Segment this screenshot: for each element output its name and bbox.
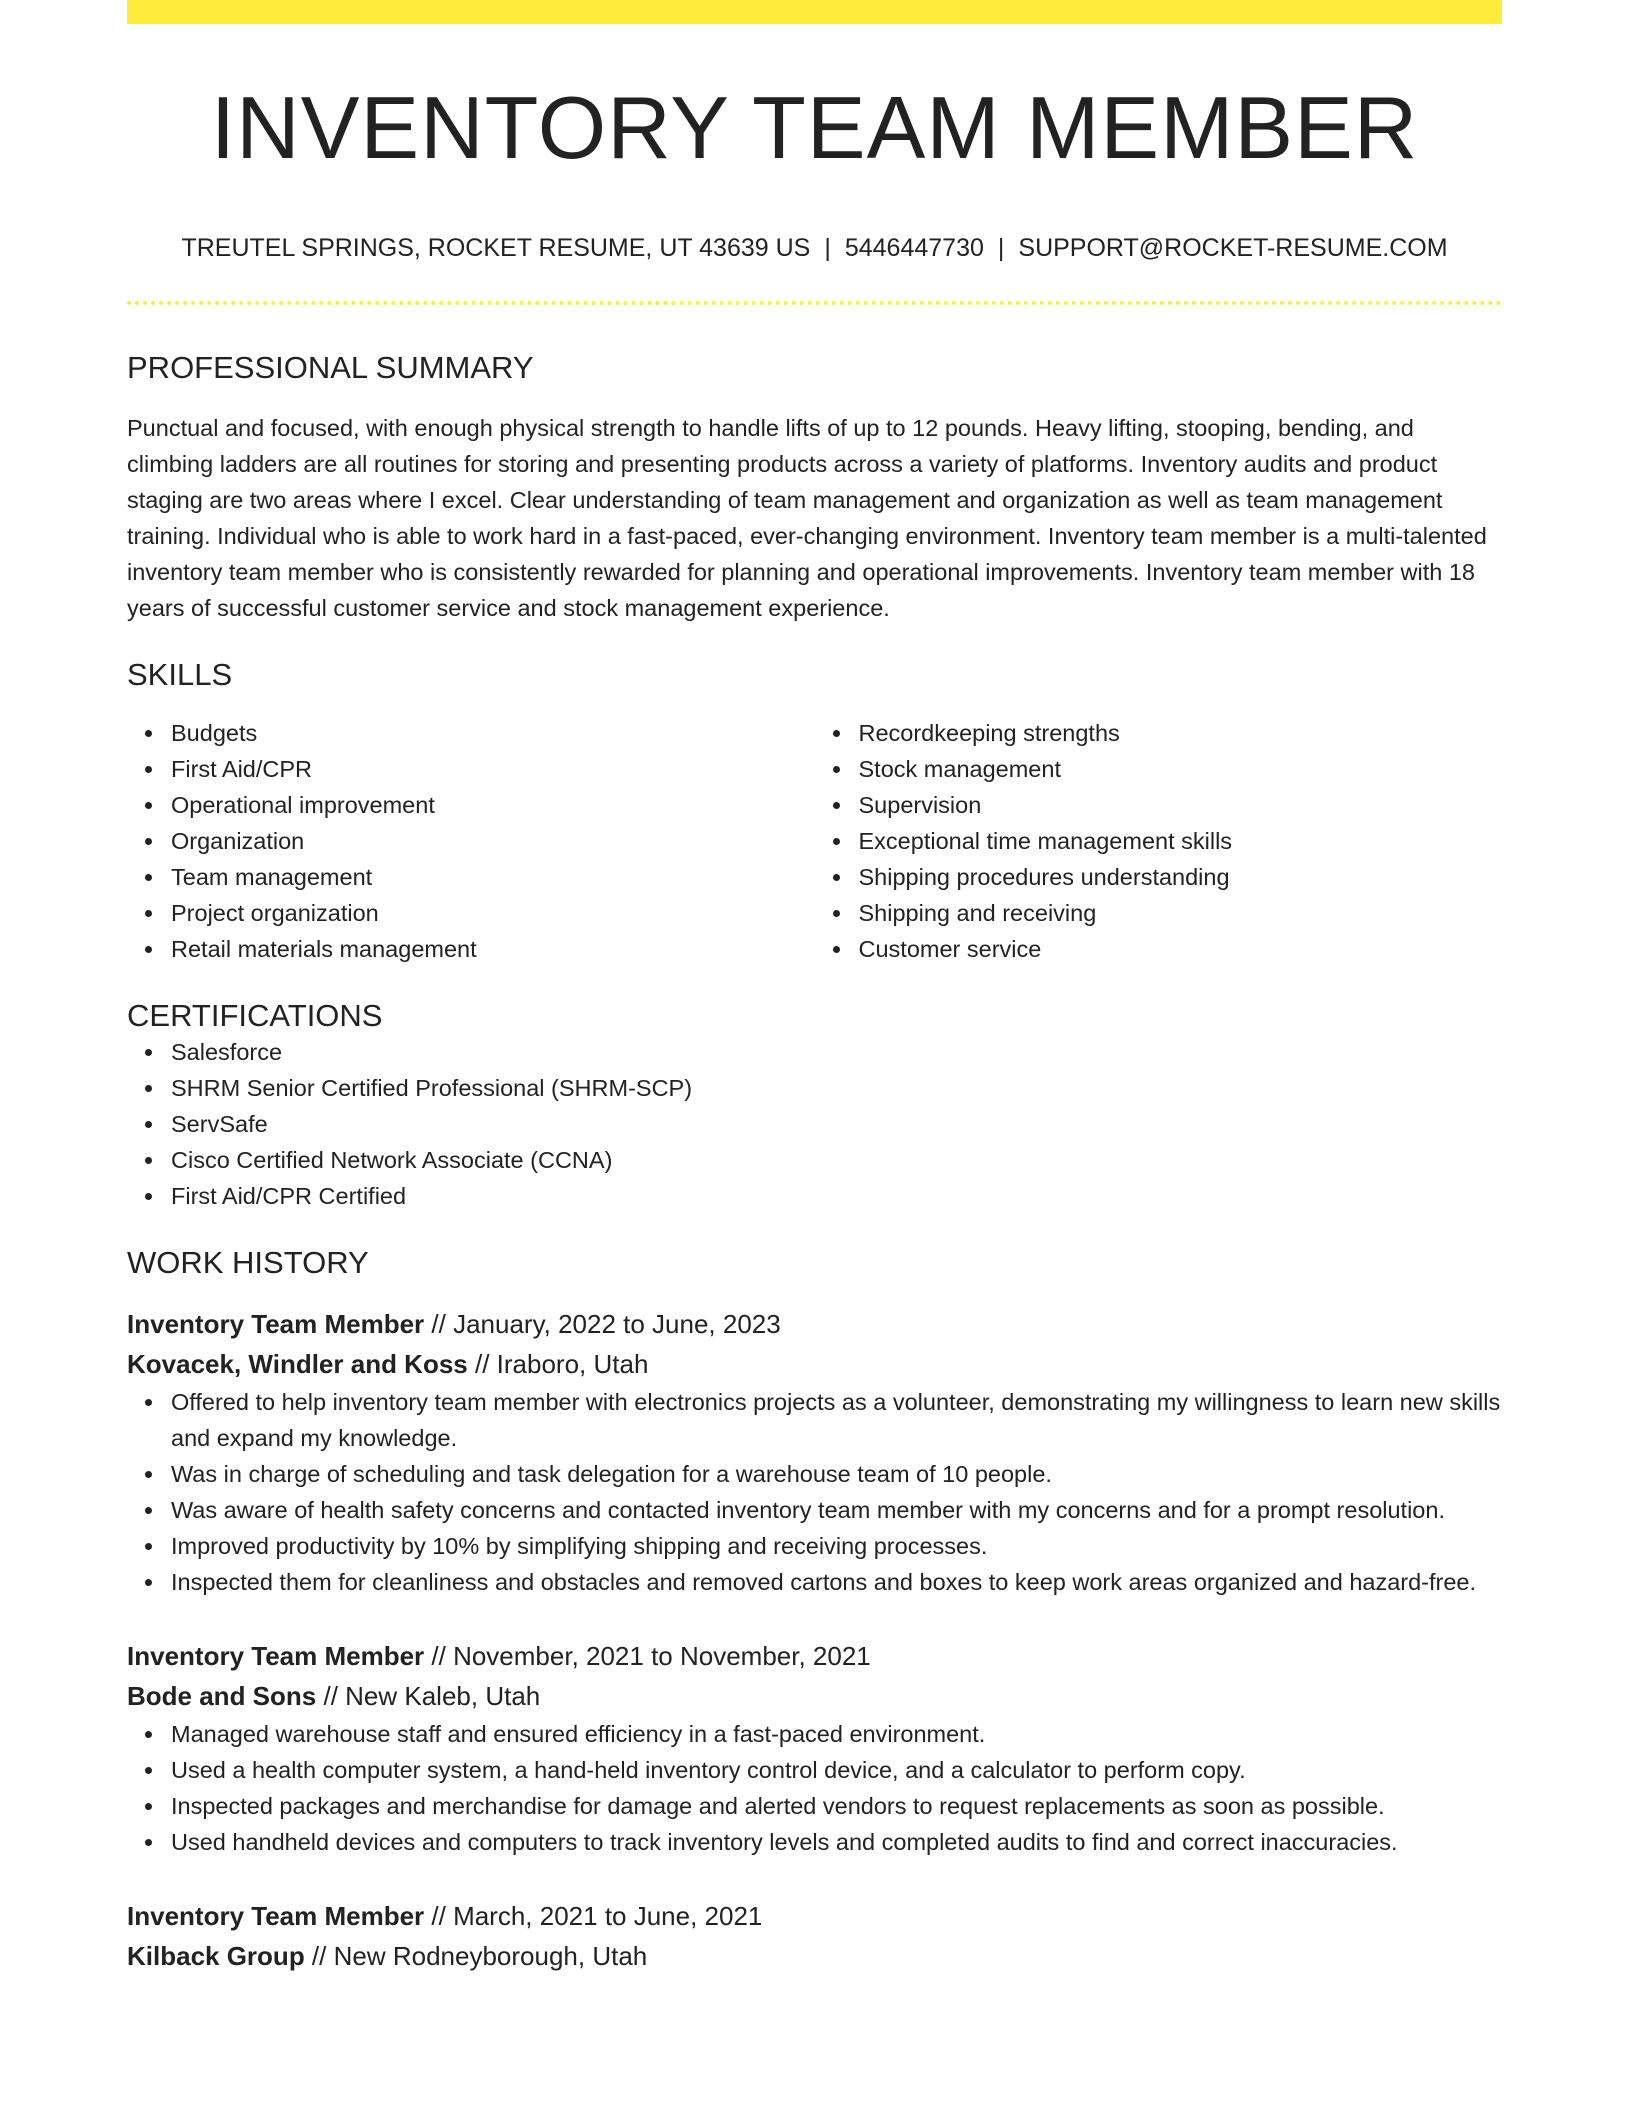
- top-accent-bar: [127, 0, 1502, 24]
- certification-item: Cisco Certified Network Associate (CCNA): [171, 1142, 1502, 1178]
- job-company-line: [127, 1676, 1502, 1716]
- certification-item: SHRM Senior Certified Professional (SHRM-SCP): [171, 1070, 1502, 1106]
- job-duty-item: Used handheld devices and computers to track inventory levels and completed audits to find and correct inaccuracies.: [171, 1824, 1502, 1860]
- certification-item: ServSafe: [171, 1106, 1502, 1142]
- job-role: Inventory Team Member: [127, 1900, 425, 1931]
- job-entry: [127, 1896, 1502, 1976]
- job-duties-list: [127, 1384, 1502, 1600]
- skill-item: Shipping and receiving: [859, 895, 1503, 931]
- resume-page: [127, 0, 1502, 1976]
- certifications-heading: CERTIFICATIONS: [127, 998, 383, 1034]
- job-company-line: [127, 1344, 1502, 1384]
- work-history-heading: WORK HISTORY: [127, 1245, 369, 1281]
- job-duty-item: Managed warehouse staff and ensured efficiency in a fast-paced environment.: [171, 1716, 1502, 1752]
- job-duty-item: Was aware of health safety concerns and contacted inventory team member with my concerns and for a prompt resolution.: [171, 1492, 1502, 1528]
- job-duty-item: Improved productivity by 10% by simplifying shipping and receiving processes.: [171, 1528, 1502, 1564]
- job-duty-item: Used a health computer system, a hand-held inventory control device, and a calculator to perform copy.: [171, 1752, 1502, 1788]
- job-company: Kilback Group: [127, 1940, 305, 1971]
- skill-item: Organization: [171, 823, 815, 859]
- job-company: Kovacek, Windler and Koss: [127, 1348, 468, 1379]
- skills-heading: SKILLS: [127, 656, 233, 692]
- skills-list-left: [127, 715, 815, 967]
- job-dates: // January, 2022 to June, 2023: [424, 1308, 781, 1339]
- job-location: // Iraboro, Utah: [467, 1348, 649, 1379]
- certification-item: First Aid/CPR Certified: [171, 1178, 1502, 1214]
- job-duty-item: Offered to help inventory team member with electronics projects as a volunteer, demonstrating my willingness to learn new skills and expand my knowledge.: [171, 1384, 1502, 1456]
- skills-column-right: [815, 715, 1503, 967]
- skills-list-right: [815, 715, 1503, 967]
- job-dates: // March, 2021 to June, 2021: [424, 1900, 763, 1931]
- skill-item: Exceptional time management skills: [859, 823, 1503, 859]
- job-role: Inventory Team Member: [127, 1308, 425, 1339]
- skill-item: Project organization: [171, 895, 815, 931]
- resume-name: INVENTORY TEAM MEMBER: [210, 78, 1419, 177]
- summary-heading: PROFESSIONAL SUMMARY: [127, 349, 534, 385]
- dotted-divider: [127, 301, 1502, 305]
- skills-grid: [127, 715, 1502, 967]
- job-company-line: [127, 1936, 1502, 1976]
- skill-item: Customer service: [859, 931, 1503, 967]
- job-role-line: [127, 1896, 1502, 1936]
- certifications-list: [127, 1034, 1502, 1214]
- contact-separator: |: [997, 233, 1005, 262]
- job-entry: [127, 1636, 1502, 1860]
- job-duty-item: Was in charge of scheduling and task delegation for a warehouse team of 10 people.: [171, 1456, 1502, 1492]
- certification-item: Salesforce: [171, 1034, 1502, 1070]
- job-role-line: [127, 1304, 1502, 1344]
- job-role: Inventory Team Member: [127, 1640, 425, 1671]
- skill-item: Supervision: [859, 787, 1503, 823]
- job-dates: // November, 2021 to November, 2021: [424, 1640, 871, 1671]
- contact-line: [127, 233, 1502, 263]
- job-company: Bode and Sons: [127, 1680, 317, 1711]
- job-entry: [127, 1304, 1502, 1600]
- skill-item: Operational improvement: [171, 787, 815, 823]
- skill-item: First Aid/CPR: [171, 751, 815, 787]
- job-role-line: [127, 1636, 1502, 1676]
- contact-email: SUPPORT@ROCKET-RESUME.COM: [1018, 233, 1448, 262]
- job-duty-item: Inspected packages and merchandise for damage and alerted vendors to request replacements as soon as possible.: [171, 1788, 1502, 1824]
- skills-column-left: [127, 715, 815, 967]
- job-location: // New Kaleb, Utah: [316, 1680, 541, 1711]
- skill-item: Retail materials management: [171, 931, 815, 967]
- skill-item: Team management: [171, 859, 815, 895]
- contact-address: TREUTEL SPRINGS, ROCKET RESUME, UT 43639 US: [181, 233, 811, 262]
- job-location: // New Rodneyborough, Utah: [304, 1940, 648, 1971]
- contact-separator: |: [824, 233, 831, 262]
- job-duties-list: [127, 1716, 1502, 1860]
- skill-item: Shipping procedures understanding: [859, 859, 1503, 895]
- skill-item: Stock management: [859, 751, 1503, 787]
- contact-phone: 5446447730: [844, 233, 984, 262]
- skill-item: Budgets: [171, 715, 815, 751]
- skill-item: Recordkeeping strengths: [859, 715, 1503, 751]
- summary-text: Punctual and focused, with enough physical strength to handle lifts of up to 12 pounds. Heavy lifting, stooping, bending, and climbing ladders are all routines for storing and presenting products across a variety of platforms. Inventory audits and product staging are two areas where I excel. Clear understanding of team management and organization as well as team management training. Individual who is able to work hard in a fast-paced, ever-changing environment. Inventory team member is a multi-talented inventory team member who is consistently rewarded for planning and operational improvements. Inventory team member with 18 years of successful customer service and stock management experience.: [127, 414, 1487, 621]
- job-duty-item: Inspected them for cleanliness and obstacles and removed cartons and boxes to keep work areas organized and hazard-free.: [171, 1564, 1502, 1600]
